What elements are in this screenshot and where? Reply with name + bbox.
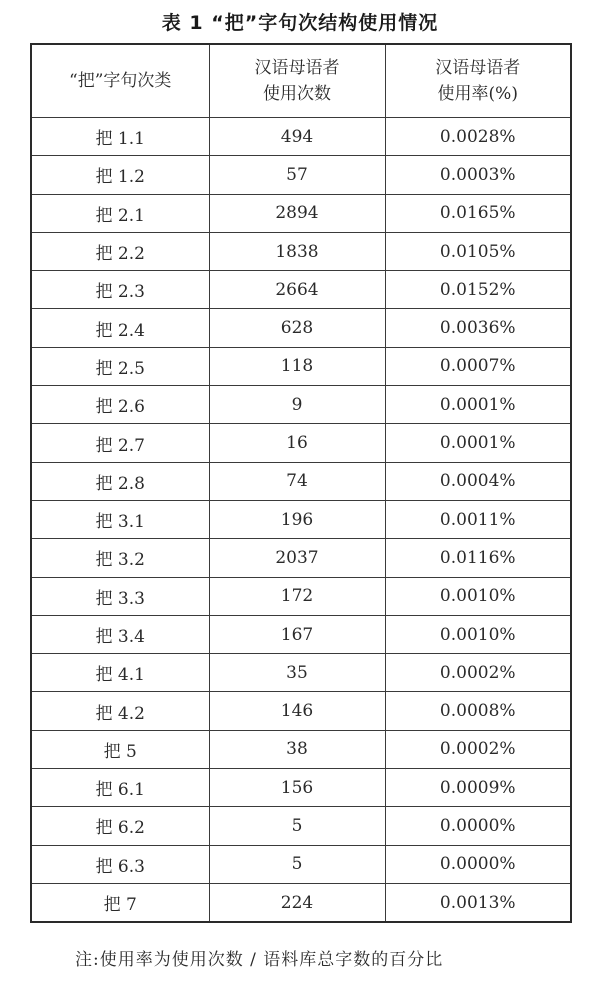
cell-subtype: 把 1.1: [31, 118, 209, 156]
cell-count: 9: [209, 386, 385, 424]
cell-subtype: 把 6.2: [31, 807, 209, 845]
table-row: [31, 845, 571, 883]
cell-count: 2894: [209, 194, 385, 232]
cell-subtype: 把 3.1: [31, 500, 209, 538]
cell-count: 2664: [209, 271, 385, 309]
header-rate-line1: 汉语母语者: [435, 58, 521, 78]
table-row: [31, 462, 571, 500]
cell-count: 156: [209, 769, 385, 807]
cell-count: 35: [209, 654, 385, 692]
cell-count: 2037: [209, 539, 385, 577]
cell-rate: 0.0165%: [385, 194, 571, 232]
cell-rate: 0.0001%: [385, 424, 571, 462]
table-row: [31, 500, 571, 538]
table-row: [31, 807, 571, 845]
data-table: [30, 43, 572, 923]
cell-subtype: 把 6.1: [31, 769, 209, 807]
header-row: [31, 44, 571, 118]
table-row: [31, 654, 571, 692]
cell-count: 167: [209, 615, 385, 653]
cell-subtype: 把 4.2: [31, 692, 209, 730]
table-note: 注:使用率为使用次数 / 语料库总字数的百分比: [75, 950, 444, 970]
table-row: [31, 615, 571, 653]
header-count-line2: 使用次数: [263, 84, 331, 104]
cell-count: 5: [209, 807, 385, 845]
cell-subtype: 把 3.4: [31, 615, 209, 653]
cell-subtype: 把 1.2: [31, 156, 209, 194]
cell-rate: 0.0002%: [385, 654, 571, 692]
cell-subtype: 把 2.2: [31, 232, 209, 270]
cell-rate: 0.0004%: [385, 462, 571, 500]
cell-subtype: 把 2.5: [31, 347, 209, 385]
header-subtype: “把”字句次类: [31, 44, 209, 118]
cell-count: 57: [209, 156, 385, 194]
table-row: [31, 118, 571, 156]
cell-subtype: 把 3.3: [31, 577, 209, 615]
cell-count: 224: [209, 883, 385, 922]
cell-count: 118: [209, 347, 385, 385]
cell-count: 172: [209, 577, 385, 615]
cell-subtype: 把 4.1: [31, 654, 209, 692]
table-row: [31, 692, 571, 730]
cell-rate: 0.0007%: [385, 347, 571, 385]
cell-count: 5: [209, 845, 385, 883]
cell-rate: 0.0008%: [385, 692, 571, 730]
header-count-line1: 汉语母语者: [254, 58, 340, 78]
cell-subtype: 把 2.7: [31, 424, 209, 462]
cell-rate: 0.0010%: [385, 615, 571, 653]
header-rate: [385, 44, 571, 118]
cell-rate: 0.0010%: [385, 577, 571, 615]
cell-count: 38: [209, 730, 385, 768]
table-row: [31, 271, 571, 309]
header-rate-line2: 使用率(%): [437, 84, 518, 104]
header-count: [209, 44, 385, 118]
cell-rate: 0.0009%: [385, 769, 571, 807]
table-body: [31, 118, 571, 923]
cell-subtype: 把 5: [31, 730, 209, 768]
table-row: [31, 309, 571, 347]
cell-subtype: 把 2.6: [31, 386, 209, 424]
cell-subtype: 把 6.3: [31, 845, 209, 883]
table-row: [31, 883, 571, 922]
cell-subtype: 把 3.2: [31, 539, 209, 577]
cell-subtype: 把 2.1: [31, 194, 209, 232]
cell-rate: 0.0003%: [385, 156, 571, 194]
cell-count: 146: [209, 692, 385, 730]
table-row: [31, 156, 571, 194]
cell-count: 628: [209, 309, 385, 347]
table-row: [31, 386, 571, 424]
cell-rate: 0.0011%: [385, 500, 571, 538]
table-row: [31, 424, 571, 462]
cell-count: 196: [209, 500, 385, 538]
cell-rate: 0.0116%: [385, 539, 571, 577]
cell-rate: 0.0105%: [385, 232, 571, 270]
table-row: [31, 730, 571, 768]
table-row: [31, 347, 571, 385]
cell-subtype: 把 2.8: [31, 462, 209, 500]
cell-rate: 0.0028%: [385, 118, 571, 156]
cell-rate: 0.0000%: [385, 845, 571, 883]
cell-subtype: 把 7: [31, 883, 209, 922]
cell-rate: 0.0036%: [385, 309, 571, 347]
table-title: 表 1 “把”字句次结构使用情况: [161, 12, 439, 34]
cell-subtype: 把 2.3: [31, 271, 209, 309]
cell-rate: 0.0000%: [385, 807, 571, 845]
cell-rate: 0.0002%: [385, 730, 571, 768]
cell-rate: 0.0001%: [385, 386, 571, 424]
cell-count: 494: [209, 118, 385, 156]
cell-rate: 0.0013%: [385, 883, 571, 922]
cell-count: 16: [209, 424, 385, 462]
table-row: [31, 232, 571, 270]
cell-count: 74: [209, 462, 385, 500]
cell-count: 1838: [209, 232, 385, 270]
table-row: [31, 539, 571, 577]
table-row: [31, 769, 571, 807]
cell-rate: 0.0152%: [385, 271, 571, 309]
table-row: [31, 194, 571, 232]
cell-subtype: 把 2.4: [31, 309, 209, 347]
table-row: [31, 577, 571, 615]
